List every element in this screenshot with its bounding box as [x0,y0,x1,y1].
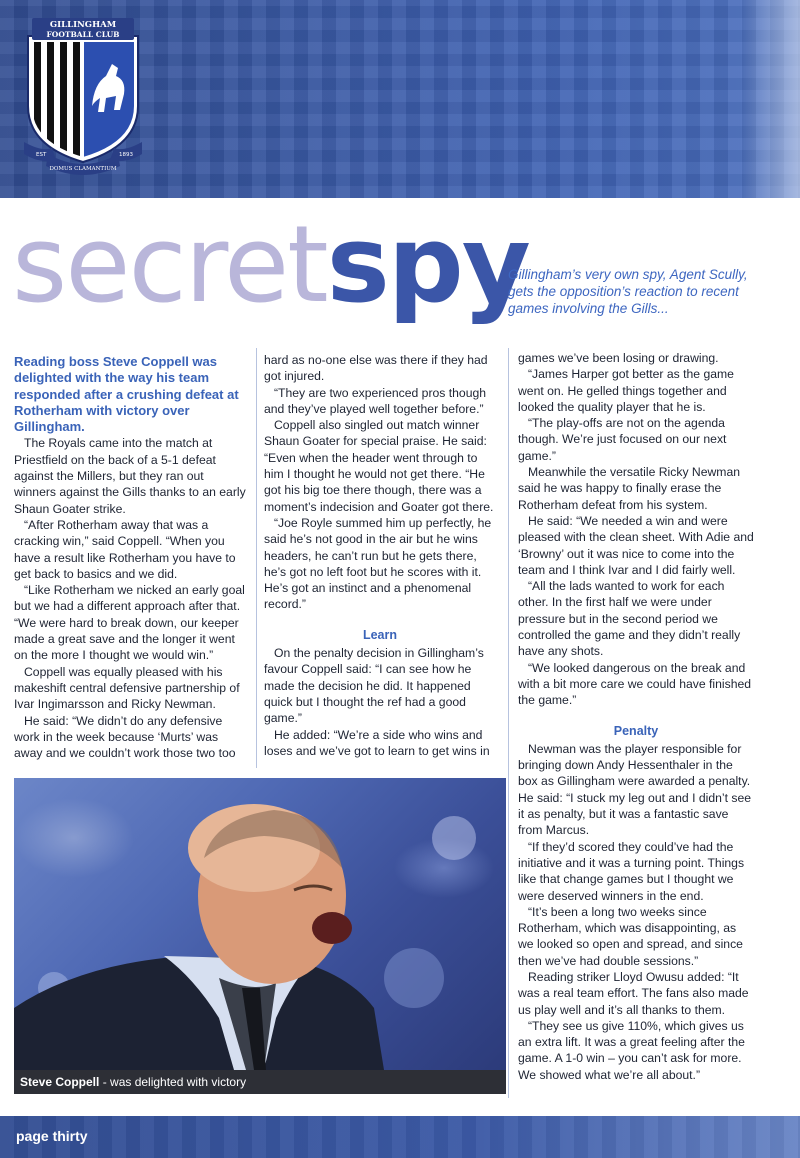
coach-photo-illustration [14,778,506,1070]
column-divider [508,348,509,1098]
article-column-3 [518,350,754,1083]
header-fade [740,0,800,198]
paragraph: “We looked dangerous on the break and with a bit more care we could have finished the game.” [518,660,752,708]
column-divider [256,348,257,768]
title-part-spy: spy [326,203,529,326]
caption-name: Steve Coppell [20,1075,100,1089]
paragraph: “They are two experienced pros though and they’ve played well together before.” [264,385,487,416]
article-column-1 [14,354,246,761]
paragraph: “It’s been a long two weeks since Rotherham, which was disappointing, as we looked so open and spread, and since then we’ve had double sessions.” [518,904,743,968]
paragraph: He said: “We needed a win and were pleased with the clean sheet. With Adie and ‘Browny’ out it was nice to come into the team and I think Ivar and I did fairly well. [518,513,754,577]
intro-text: Gillingham’s very own spy, Agent Scully, gets the opposition’s reaction to recent games involving the Gills... [508,267,748,316]
paragraph: “After Rotherham away that was a cracking win,” said Coppell. “When you have a result like Rotherham you have to get back to basics and we did. [14,517,236,581]
paragraph: Newman was the player responsible for bringing down Andy Hessenthaler in the box as Gillingham were awarded a penalty. He said: “I stuck my leg out and I didn’t see it as penalty, but it was a fantastic save from Marcus. [518,741,752,838]
crest-name-line1: GILLINGHAM [49,20,117,30]
paragraph: hard as no-one else was there if they had got injured. [264,353,488,384]
page-title [12,203,529,326]
footer-band [0,1116,800,1158]
paragraph: Coppell was equally pleased with his makeshift central defensive partnership of Ivar Ingimarsson and Ricky Newman. [14,664,240,712]
page-number: page thirty [16,1128,88,1144]
header-banner [0,0,800,198]
subheading-penalty: Penalty [613,723,659,738]
paragraph: On the penalty decision in Gillingham’s favour Coppell said: “I can see how he made the decision he did. It happened quick but I thought the ref had a good game.” [264,646,484,726]
coach-photo [14,778,506,1070]
paragraph: “James Harper got better as the game went on. He gelled things together and looked the quality player that he is. [518,367,734,414]
paragraph: “If they’d scored they could’ve had the initiative and it was a turning point. Things like that change games but I thought we were deserved winners in the end. [518,839,745,903]
title-part-secret: secret [12,203,327,326]
paragraph: Coppell also singled out match winner Shaun Goater for special praise. He said: “Even when the header went through to him I thought he would not get there. “He got his big toe there though, there was a moment’s indecision and Goater got there. [264,418,494,514]
lead-paragraph: Reading boss Steve Coppell was delighted with the way his team responded after a crushing defeat at Rotherham with victory over Gillingham. [14,354,239,435]
paragraph: The Royals came into the match at Priestfield on the back of a 5-1 defeat against the Millers, but they ran out winners against the Gills thanks to an early Shaun Goater strike. [14,436,246,516]
article-column-2 [264,352,496,759]
paragraph: games we’ve been losing or drawing. [518,351,719,365]
paragraph: “Joe Royle summed him up perfectly, he said he’s not good in the air but he wins headers, he can’t run but he gets there, he’s got no left foot but he scores with it. He’s got an instinct and a phenomenal record.” [264,515,492,612]
crest-est-label: EST [36,152,47,158]
caption-text: - was delighted with victory [99,1075,247,1089]
paragraph: “Like Rotherham we nicked an early goal but we had a different approach after that. “We were hard to break down, our keeper made a great save and the longer it went on the more I thought we would win.” [14,583,245,663]
club-crest-icon [22,14,144,176]
paragraph: Reading striker Lloyd Owusu added: “It was a real team effort. The fans also made us play well and it’s all thanks to them. [518,969,749,1017]
subheading-learn: Learn [362,627,398,642]
paragraph: Meanwhile the versatile Ricky Newman said he was happy to finally erase the Rotherham defeat from his system. [518,465,741,512]
photo-caption [14,1070,506,1094]
paragraph: “They see us give 110%, which gives us an extra lift. It was a great feeling after the game. A 1-0 win – you can’t ask for more. We showed what we’re all about.” [518,1018,745,1082]
crest-est-year: 1893 [119,152,133,158]
paragraph: “All the lads wanted to work for each other. In the first half we were under pressure but in the second period we controlled the game and they didn’t really have any shots. [518,579,741,659]
paragraph: He said: “We didn’t do any defensive work in the week because ‘Murts’ was away and we couldn’t work those two too [14,713,236,761]
crest-motto: DOMUS CLAMANTIUM [49,166,117,172]
paragraph: He added: “We’re a side who wins and loses and we’ve got to learn to get wins in [264,727,490,758]
paragraph: “The play-offs are not on the agenda though. We’re just focused on our next game.” [518,416,727,463]
crest-name-line2: FOOTBALL CLUB [46,30,120,39]
